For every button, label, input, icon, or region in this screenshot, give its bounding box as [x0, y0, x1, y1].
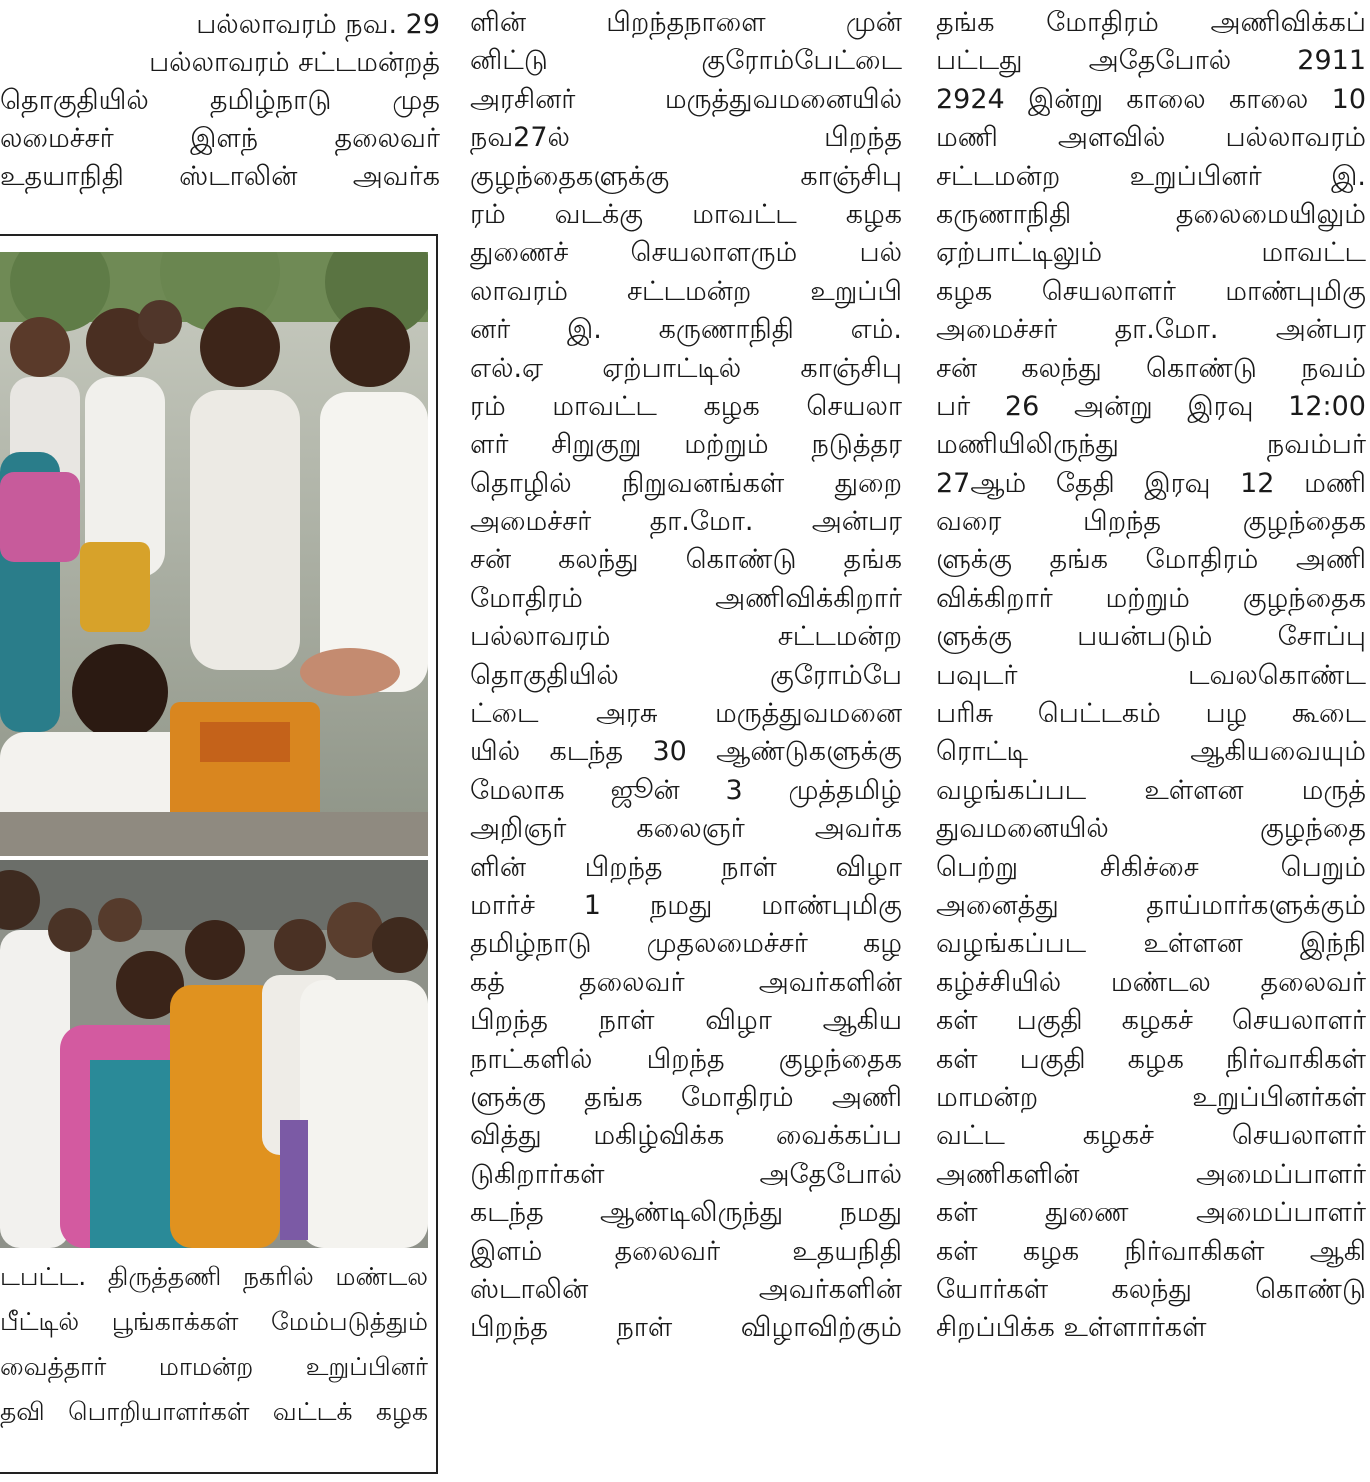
- text-line: விக்கிறார் மற்றும் குழந்தைக: [936, 582, 1366, 614]
- event-photo-top: [0, 252, 428, 856]
- text-line: தொழில் நிறுவனங்கள் துறை: [470, 467, 902, 499]
- dateline: பல்லாவரம் நவ. 29: [196, 9, 440, 40]
- text-line: குழந்தைகளுக்கு காஞ்சிபு: [470, 160, 902, 192]
- text-line: கள் கழக நிர்வாகிகள் ஆகி: [936, 1235, 1366, 1267]
- text-line: துணைச் செயலாளரும் பல்: [470, 237, 902, 269]
- text-line: சன் கலந்து கொண்டு தங்க: [470, 544, 902, 576]
- intro-line: பல்லாவரம் சட்டமன்றத்: [149, 47, 440, 78]
- text-line: நவ27ல் பிறந்த: [470, 122, 902, 154]
- article-column-3: [936, 4, 1366, 1348]
- text-line: சன் கலந்து கொண்டு நவம்: [936, 352, 1366, 384]
- text-line: தொகுதியில் குரோம்பே: [470, 659, 902, 691]
- text-line: பிறந்த நாள் விழாவிற்கும்: [470, 1312, 902, 1344]
- text-line: மணி அளவில் பல்லாவரம்: [936, 122, 1366, 154]
- intro-line: தொகுதியில் தமிழ்நாடு முத: [0, 85, 440, 116]
- text-line: வரை பிறந்த குழந்தைக: [936, 506, 1366, 538]
- text-line: எல்.ஏ ஏற்பாட்டில் காஞ்சிபு: [470, 352, 902, 384]
- text-line: தமிழ்நாடு முதலமைச்சர் கழ: [470, 928, 902, 960]
- text-line: பரிசு பெட்டகம் பழ கூடை: [936, 698, 1366, 730]
- text-line: ளுக்கு தங்க மோதிரம் அணி: [470, 1081, 902, 1113]
- text-line: வட்ட கழகச் செயலாளர்: [936, 1120, 1366, 1152]
- text-line: துவமனையில் குழந்தை: [936, 813, 1366, 845]
- text-line: ரம் வடக்கு மாவட்ட கழக: [470, 198, 902, 230]
- text-line: சட்டமன்ற உறுப்பினர் இ.: [936, 160, 1366, 192]
- text-line: ளின் பிறந்தநாளை முன்: [470, 7, 902, 38]
- text-line: யில் கடந்த 30 ஆண்டுகளுக்கு: [470, 736, 902, 768]
- text-line: 2924 இன்று காலை காலை 10: [936, 83, 1366, 115]
- text-line: கடந்த ஆண்டிலிருந்து நமது: [470, 1197, 902, 1229]
- text-line: யோர்கள் கலந்து கொண்டு: [936, 1273, 1366, 1305]
- intro-text: [0, 6, 440, 196]
- text-line: இளம் தலைவர் உதயநிதி: [470, 1235, 902, 1267]
- text-line: நாட்களில் பிறந்த குழந்தைக: [470, 1043, 902, 1075]
- caption-line: பீட்டில் பூங்காக்கள் மேம்படுத்தும்: [0, 1307, 428, 1336]
- text-line: ளர் சிறுகுறு மற்றும் நடுத்தர: [470, 429, 902, 461]
- text-line: தங்க மோதிரம் அணிவிக்கப்: [936, 7, 1366, 38]
- text-line: பிறந்த நாள் விழா ஆகிய: [470, 1005, 902, 1037]
- text-line: கத் தலைவர் அவர்களின்: [470, 966, 902, 998]
- text-line: ளின் பிறந்த நாள் விழா: [470, 851, 902, 883]
- text-line: வழங்கப்பட உள்ளன இந்நி: [936, 928, 1366, 960]
- caption-line: தவி பொறியாளர்கள் வட்டக் கழக: [0, 1397, 428, 1426]
- text-line: டுகிறார்கள் அதேபோல்: [470, 1158, 902, 1190]
- text-line: பல்லாவரம் சட்டமன்ற: [470, 621, 902, 653]
- article-column-2: [470, 4, 902, 1348]
- text-line: பர் 26 அன்று இரவு 12:00: [936, 390, 1366, 422]
- photo-box: [0, 234, 438, 1474]
- text-line: அறிஞர் கலைஞர் அவர்க: [470, 813, 902, 845]
- text-line: கழ்ச்சியில் மண்டல தலைவர்: [936, 966, 1366, 998]
- event-photo-bottom: [0, 860, 428, 1248]
- text-line: அரசினர் மருத்துவமனையில்: [470, 83, 902, 115]
- text-line: பவுடர் டவலகொண்ட: [936, 659, 1366, 691]
- text-line: ட்டை அரசு மருத்துவமனை: [470, 698, 902, 730]
- text-line: மணியிலிருந்து நவம்பர்: [936, 429, 1366, 461]
- text-line: லாவரம் சட்டமன்ற உறுப்பி: [470, 275, 902, 307]
- text-line: அணிகளின் அமைப்பாளர்: [936, 1158, 1366, 1190]
- text-line: ரொட்டி ஆகியவையும்: [936, 736, 1366, 768]
- text-line: வழங்கப்பட உள்ளன மருத்: [936, 774, 1366, 806]
- text-line: கள் துணை அமைப்பாளர்: [936, 1197, 1366, 1229]
- caption-line: வைத்தார் மாமன்ற உறுப்பினர்: [0, 1352, 428, 1381]
- text-line: ஸ்டாலின் அவர்களின்: [470, 1273, 902, 1305]
- text-line: பட்டது அதேபோல் 2911: [936, 45, 1366, 77]
- text-line: ளுக்கு பயன்படும் சோப்பு: [936, 621, 1366, 653]
- text-line: கள் பகுதி கழகச் செயலாளர்: [936, 1005, 1366, 1037]
- intro-line: உதயாநிதி ஸ்டாலின் அவர்க: [0, 161, 440, 192]
- caption-line: டபட்ட. திருத்தணி நகரில் மண்டல: [0, 1262, 428, 1291]
- text-line: கழக செயலாளர் மாண்புமிகு: [936, 275, 1366, 307]
- text-line: சிறப்பிக்க உள்ளார்கள்: [936, 1312, 1207, 1344]
- text-line: கள் பகுதி கழக நிர்வாகிகள்: [936, 1043, 1366, 1075]
- text-line: மாமன்ற உறுப்பினர்கள்: [936, 1081, 1366, 1113]
- text-line: னர் இ. கருணாநிதி எம்.: [470, 314, 902, 346]
- photo-caption: [0, 1254, 428, 1434]
- text-line: ரம் மாவட்ட கழக செயலா: [470, 390, 902, 422]
- text-line: னிட்டு குரோம்பேட்டை: [470, 45, 902, 77]
- text-line: கருணாநிதி தலைமையிலும்: [936, 198, 1366, 230]
- text-line: மோதிரம் அணிவிக்கிறார்: [470, 582, 902, 614]
- text-line: ளுக்கு தங்க மோதிரம் அணி: [936, 544, 1366, 576]
- text-line: மார்ச் 1 நமது மாண்புமிகு: [470, 889, 902, 921]
- text-line: அமைச்சர் தா.மோ. அன்பர: [936, 314, 1366, 346]
- text-line: பெற்று சிகிச்சை பெறும்: [936, 851, 1366, 883]
- text-line: 27ஆம் தேதி இரவு 12 மணி: [936, 467, 1366, 499]
- text-line: மேலாக ஜூன் 3 முத்தமிழ்: [470, 774, 902, 806]
- text-line: வித்து மகிழ்விக்க வைக்கப்ப: [470, 1120, 902, 1152]
- text-line: அனைத்து தாய்மார்களுக்கும்: [936, 889, 1366, 921]
- intro-line: லமைச்சர் இளந் தலைவர்: [0, 123, 440, 154]
- text-line: அமைச்சர் தா.மோ. அன்பர: [470, 506, 902, 538]
- text-line: ஏற்பாட்டிலும் மாவட்ட: [936, 237, 1366, 269]
